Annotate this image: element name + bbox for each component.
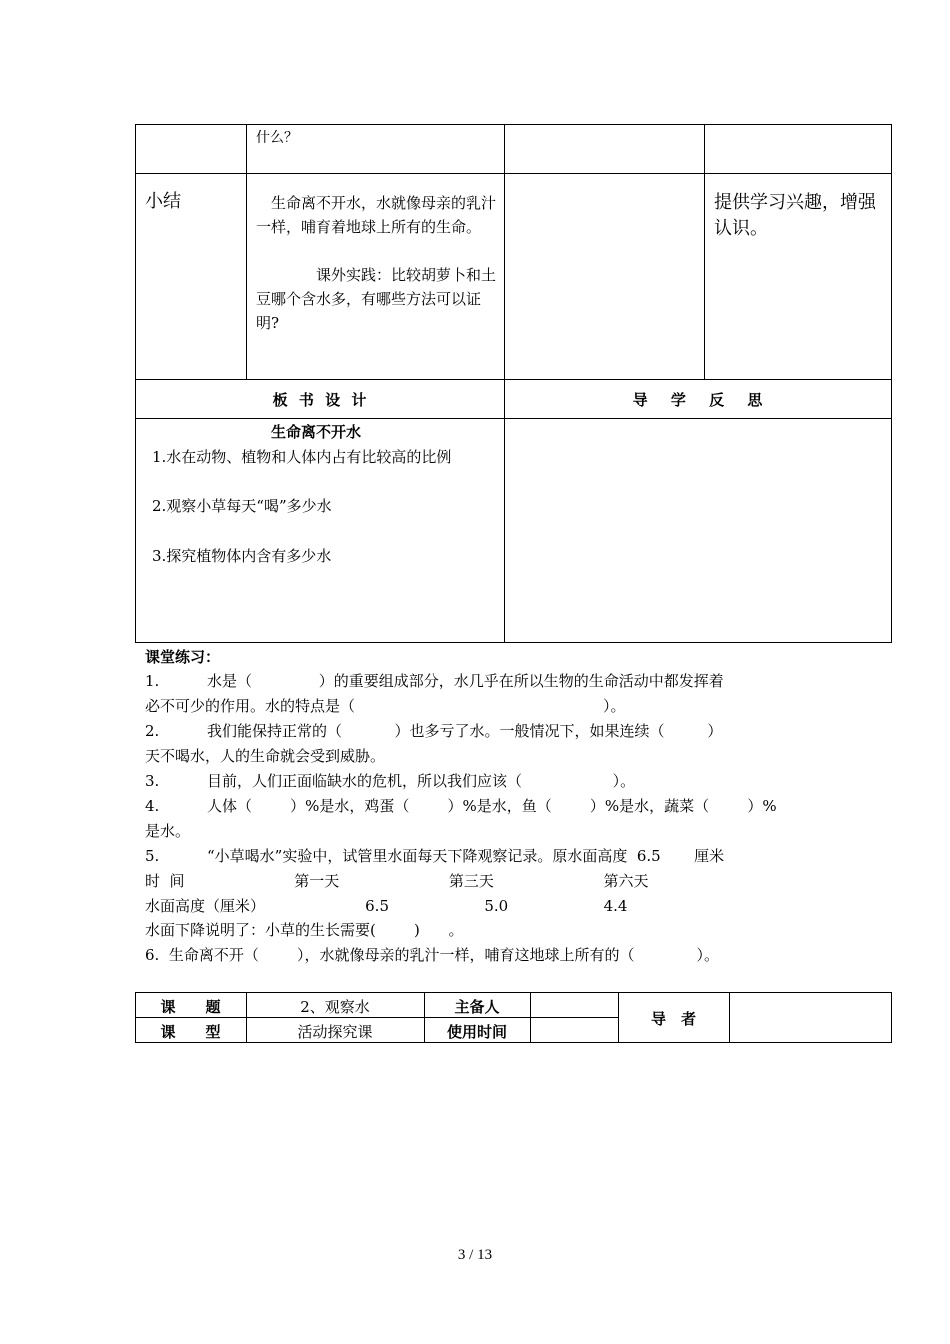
summary-purpose-text: 提供学习兴趣，增强认识。 [714, 192, 876, 239]
page-number: 3 / 13 [457, 1247, 493, 1263]
exercise-title: 课堂练习： [145, 648, 221, 666]
exercise-line: 3. 目前，人们正面临缺水的危机，所以我们应该（ ）。 [145, 772, 636, 790]
exercise-line: 必不可少的作用。水的特点是（ ）。 [145, 697, 626, 715]
lesson-type-label: 课 型 [160, 1023, 221, 1041]
exercise-line: 1. 水是（ ）的重要组成部分，水几乎在所以生物的生命活动中都发挥着 [145, 672, 724, 690]
summary-paragraph-2: 课外实践：比较胡萝卜和土豆哪个含水多，有哪些方法可以证明? [256, 266, 497, 332]
summary-paragraph-1: 生命离不开水，水就像母亲的乳汁一样，哺育着地球上所有的生命。 [256, 194, 497, 236]
exercise-line: 时 间 第一天 第三天 第六天 [145, 872, 649, 890]
exercise-line: 是水。 [145, 822, 191, 840]
lesson-topic-value: 2、观察水 [300, 998, 370, 1016]
lesson-type-value: 活动探究课 [297, 1023, 373, 1041]
board-item: 1.水在动物、植物和人体内占有比较高的比例 [152, 448, 452, 466]
row1-continued-text: 什么？ [256, 130, 298, 146]
exercise-line: 天不喝水，人的生命就会受到威胁。 [145, 747, 386, 765]
board-item: 3.探究植物体内含有多少水 [152, 547, 332, 565]
exercise-line: 4. 人体（ ）%是水，鸡蛋（ ）%是水，鱼（ ）%是水，蔬菜（ ）% [145, 797, 777, 815]
preparer-label: 主备人 [454, 998, 500, 1016]
board-item: 2.观察小草每天“喝”多少水 [152, 497, 332, 515]
exercise-line: 2. 我们能保持正常的（ ）也多亏了水。一般情况下，如果连续（ ） [145, 722, 723, 740]
header-reflection: 导 学 反 思 [632, 391, 763, 409]
exercise-line: 6. 生命离不开（ ），水就像母亲的乳汁一样，哺育这地球上所有的（ ）。 [145, 946, 719, 964]
guide-label: 导 者 [650, 1010, 696, 1028]
exercise-line: 5. “小草喝水”实验中，试管里水面每天下降观察记录。原水面高度 6.5 厘米 [145, 847, 725, 865]
lesson-topic-label: 课 题 [160, 998, 221, 1016]
exercise-line: 水面下降说明了：小草的生长需要( ) 。 [145, 921, 464, 939]
usage-time-label: 使用时间 [446, 1023, 507, 1041]
header-board-design: 板 书 设 计 [272, 391, 367, 409]
board-title: 生命离不开水 [271, 423, 362, 441]
summary-label: 小结 [145, 191, 181, 212]
exercise-line: 水面高度（厘米） 6.5 5.0 4.4 [145, 897, 628, 915]
